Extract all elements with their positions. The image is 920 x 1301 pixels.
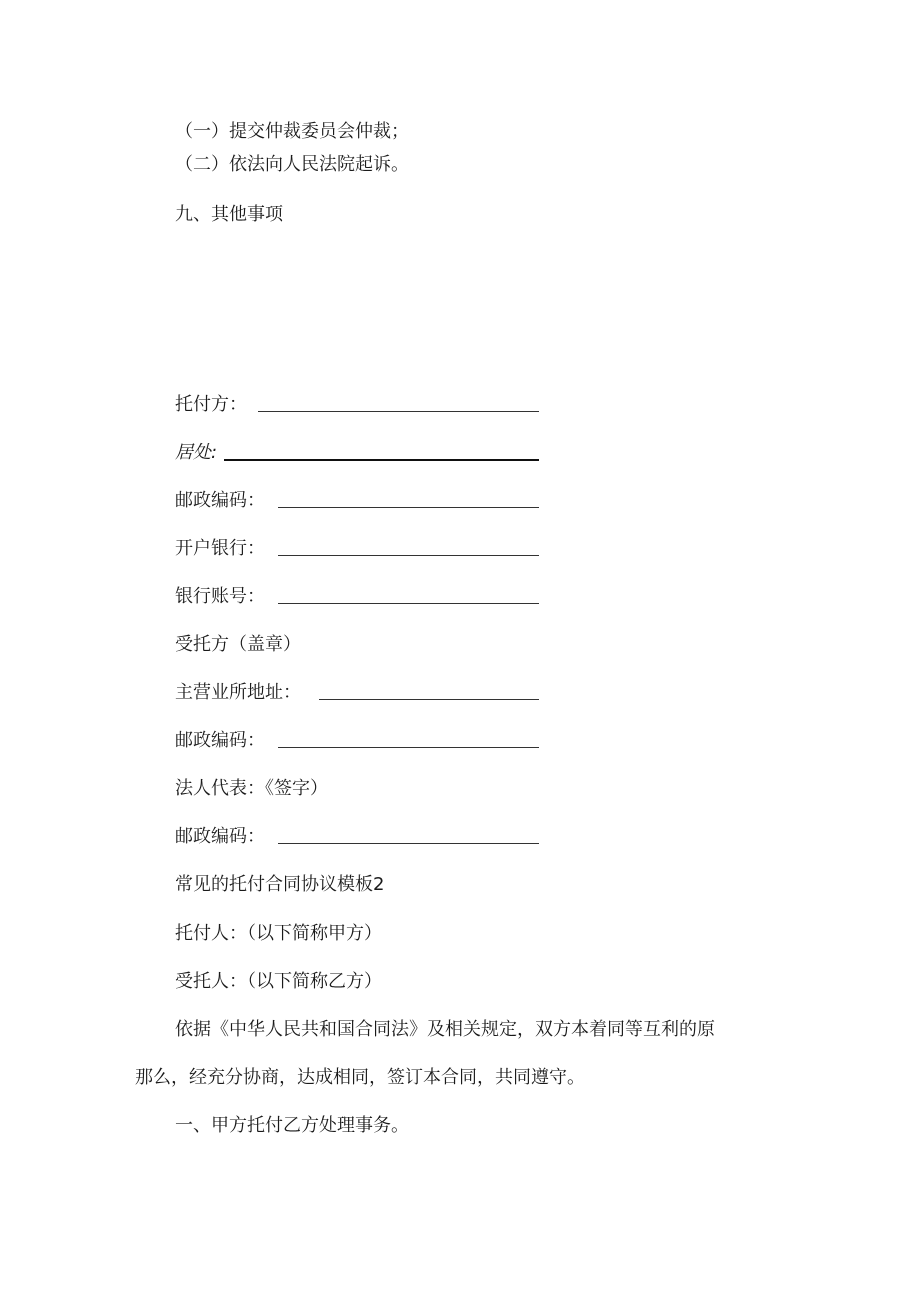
clause-one: 一、甲方托付乙方处理事务。 (175, 1115, 409, 1136)
bank-blank (278, 555, 539, 556)
arbitration-option-1: （一）提交仲裁委员会仲裁； (175, 121, 409, 142)
bank-label: 开户银行： (175, 538, 265, 559)
business-address-label: 主营业所地址： (175, 682, 301, 703)
principal-blank (258, 411, 539, 412)
party-b-line: 受托人：（以下简称乙方） (175, 971, 382, 992)
principal-label: 托付方： (175, 394, 247, 415)
intro-line-1: 依据《中华人民共和国合同法》及相关规定，双方本着同等互利的原 (175, 1019, 715, 1040)
postal-code-blank-1 (278, 507, 539, 508)
postal-code-blank-2 (278, 747, 539, 748)
postal-code-label-2: 邮政编码： (175, 730, 265, 751)
account-blank (278, 603, 539, 604)
account-label: 银行账号： (175, 586, 265, 607)
template2-title: 常见的托付合同协议模板2 (175, 874, 385, 895)
section-nine-title: 九、其他事项 (175, 204, 283, 225)
arbitration-option-2: （二）依法向人民法院起诉。 (175, 154, 409, 175)
agent-seal-label: 受托方（盖章） (175, 634, 301, 655)
residence-blank (224, 459, 539, 461)
residence-label: 居处: (175, 442, 218, 463)
postal-code-label-1: 邮政编码： (175, 490, 265, 511)
business-address-blank (319, 699, 539, 700)
party-a-line: 托付人：（以下简称甲方） (175, 923, 382, 944)
postal-code-label-3: 邮政编码： (175, 826, 265, 847)
postal-code-blank-3 (278, 843, 539, 844)
legal-rep-label: 法人代表：《签字） (175, 778, 328, 799)
intro-line-2: 那么，经充分协商，达成相同，签订本合同，共同遵守。 (135, 1067, 585, 1088)
